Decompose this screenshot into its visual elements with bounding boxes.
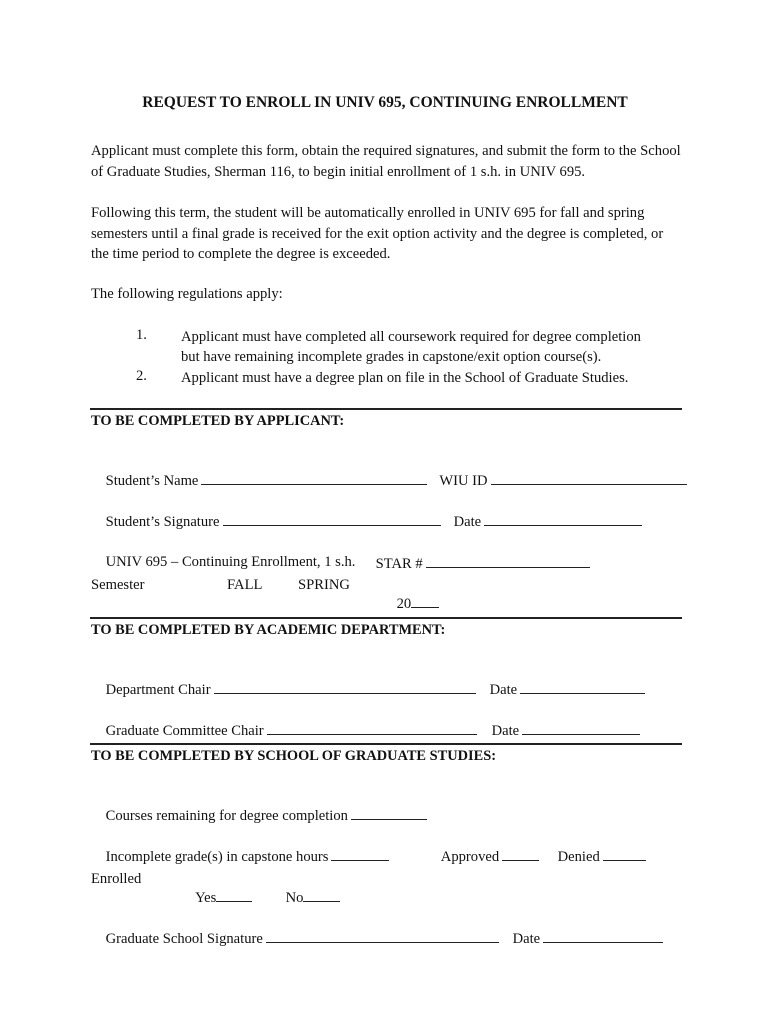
committee-date-row — [477, 704, 640, 757]
graduate-signature-label: Graduate School Signature — [105, 931, 263, 947]
enrolled-yes-field[interactable] — [216, 888, 252, 902]
regulation-number: 2. — [136, 368, 147, 384]
committee-chair-label: Graduate Committee Chair — [105, 723, 264, 739]
section-divider — [90, 743, 682, 745]
following-paragraph: Following this term, the student will be automatically enrolled in UNIV 695 for fall and spring semesters until a final grade is received for the exit option activity and the degree is completed, or the time period to complete the degree is exceeded. — [91, 205, 664, 262]
semester-fall-option[interactable]: FALL — [227, 577, 263, 593]
student-date-label: Date — [453, 514, 482, 530]
regulation-text: Applicant must have a degree plan on file in the School of Graduate Studies. — [181, 370, 629, 386]
department-date-label: Date — [489, 682, 518, 698]
star-number-field[interactable] — [426, 554, 590, 568]
committee-chair-field[interactable] — [267, 721, 477, 735]
graduate-date-row — [498, 912, 663, 965]
course-label: UNIV 695 – Continuing Enrollment, 1 s.h. — [105, 554, 356, 570]
incomplete-grades-field[interactable] — [331, 847, 389, 861]
student-name-label: Student’s Name — [105, 473, 199, 489]
semester-spring-option[interactable]: SPRING — [298, 577, 350, 593]
regulations-intro: The following regulations apply: — [91, 286, 283, 302]
year-prefix: 20 — [396, 596, 412, 612]
regulation-number: 1. — [136, 327, 147, 343]
student-date-field[interactable] — [484, 512, 642, 526]
enrolled-label: Enrolled — [91, 871, 142, 887]
graduate-date-label: Date — [512, 931, 541, 947]
student-name-field[interactable] — [201, 471, 427, 485]
graduate-section-heading: TO BE COMPLETED BY SCHOOL OF GRADUATE STUDIES: — [91, 748, 497, 764]
enrolled-no-field[interactable] — [303, 888, 340, 902]
denied-row — [543, 830, 646, 883]
enrolled-yes-label: Yes — [195, 890, 217, 906]
wiu-id-label: WIU ID — [439, 473, 488, 489]
year-field[interactable] — [411, 594, 439, 608]
form-title: REQUEST TO ENROLL IN UNIV 695, CONTINUING ENROLLMENT — [142, 94, 628, 111]
regulation-text: Applicant must have completed all coursework required for degree completion — [181, 329, 641, 345]
courses-remaining-field[interactable] — [351, 806, 427, 820]
wiu-id-field[interactable] — [491, 471, 687, 485]
committee-date-label: Date — [491, 723, 520, 739]
courses-remaining-label: Courses remaining for degree completion — [105, 808, 348, 824]
department-date-field[interactable] — [520, 680, 645, 694]
approved-row — [427, 830, 539, 883]
regulation-text-continued: but have remaining incomplete grades in capstone/exit option course(s). — [181, 349, 602, 365]
approved-label: Approved — [440, 849, 500, 865]
committee-date-field[interactable] — [522, 721, 640, 735]
denied-field[interactable] — [603, 847, 646, 861]
intro-paragraph: Applicant must complete this form, obtain the required signatures, and submit the form to the School of Graduate Studies, Sherman 116, to begin initial enrollment of 1 s.h. in UNIV 695. — [91, 143, 681, 180]
department-section-heading: TO BE COMPLETED BY ACADEMIC DEPARTMENT: — [91, 622, 446, 638]
incomplete-grades-label: Incomplete grade(s) in capstone hours — [105, 849, 329, 865]
department-chair-field[interactable] — [214, 680, 476, 694]
denied-label: Denied — [557, 849, 600, 865]
student-signature-label: Student’s Signature — [105, 514, 220, 530]
semester-label: Semester — [91, 577, 145, 593]
department-chair-label: Department Chair — [105, 682, 211, 698]
enrolled-no-label: No — [285, 890, 304, 906]
applicant-section-heading: TO BE COMPLETED BY APPLICANT: — [91, 413, 345, 429]
graduate-signature-row — [91, 912, 499, 965]
graduate-date-field[interactable] — [543, 929, 663, 943]
graduate-signature-field[interactable] — [266, 929, 499, 943]
student-signature-field[interactable] — [223, 512, 441, 526]
section-divider — [90, 408, 682, 410]
section-divider — [90, 617, 682, 619]
star-label: STAR # — [375, 556, 423, 572]
approved-field[interactable] — [502, 847, 539, 861]
